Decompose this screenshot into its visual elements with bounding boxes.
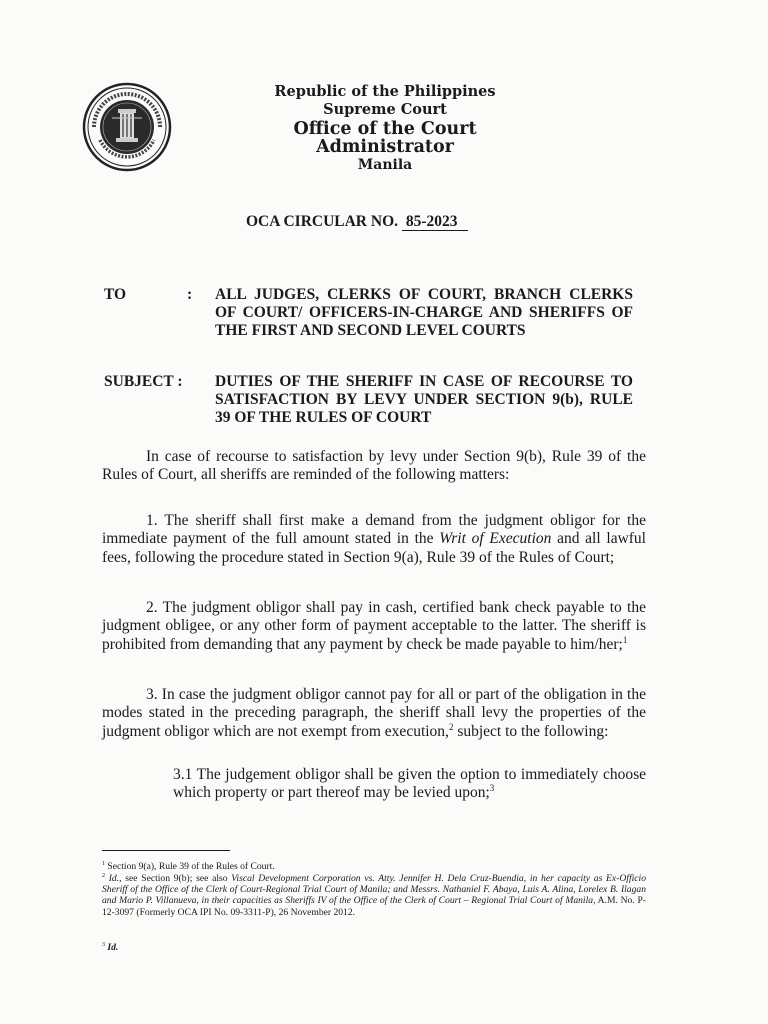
item-2-paragraph — [102, 599, 646, 654]
to-label: TO — [104, 286, 127, 303]
subject-text: DUTIES OF THE SHERIFF IN CASE OF RECOURSE TO SATISFACTION BY LEVY UNDER SECTION 9(b), RULE 39 OF THE RULES OF COURT — [215, 373, 633, 426]
circular-heading — [246, 213, 468, 231]
item-1-text-a: 1. The sheriff shall first make a demand from the judgment obligor for the immediate payment of the full amount stated in the — [102, 512, 646, 548]
intro-text: In case of recourse to satisfaction by levy under Section 9(b), Rule 39 of the Rules of Court, all sheriffs are reminded of the following matters: — [102, 448, 646, 484]
item-1-writ: Writ of Execution — [439, 530, 552, 548]
court-seal-logo — [82, 82, 172, 172]
item-1-text-b: and all lawful fees, following the procedure stated in Section 9(a), Rule 39 of the Rules of Court; — [102, 530, 646, 566]
to-recipients: ALL JUDGES, CLERKS OF COURT, BRANCH CLERKS OF COURT/ OFFICERS-IN-CHARGE AND SHERIFFS OF THE FIRST AND SECOND LEVEL COURTS — [215, 286, 633, 339]
footnote-1-text: Section 9(a), Rule 39 of the Rules of Court. — [105, 861, 275, 872]
item-3-tail: subject to the following: — [453, 722, 609, 740]
subject-label: SUBJECT : — [104, 373, 183, 390]
footnote-divider — [102, 850, 230, 851]
footnote-ref-3: 3 — [489, 783, 495, 794]
footnote-ref-2: 2 — [448, 721, 454, 732]
circular-number: 85-2023 — [402, 213, 468, 231]
footnote-3 — [102, 942, 646, 953]
footnote-2-case-title: Viscal Development Corporation vs. Atty. Jennifer H. Dela Cruz-Buendia, in her capacity as Ex-Officio Sheriff of the Office of the Clerk of Court-Regional Trial Court of Manila; and Messrs. Nathaniel F. Abaya, Luis A. Alina, Lorelex B. Ilagan and Mario P. Villanueva, in their capacities as Sheriffs IV of the Office of the Clerk of Court – Regional Trial Court of Manila — [102, 873, 646, 907]
circular-label: OCA CIRCULAR NO. — [246, 213, 398, 230]
footnote-1-number: 1 — [102, 860, 105, 867]
item-3-1-text: 3.1 The judgement obligor shall be given the option to immediately choose which property or part thereof may be levied upon; — [173, 766, 646, 802]
footnote-2 — [102, 873, 646, 918]
footnote-2-text-b: , A.M. No. P-12-3097 (Formerly OCA IPI No. 09-3311-P), 26 November 2012. — [102, 895, 647, 918]
letterhead — [232, 83, 538, 174]
item-3-1-paragraph — [173, 766, 646, 803]
letterhead-republic: Republic of the Philippines — [274, 83, 496, 100]
footnote-2-text-a: , see Section 9(b); see also — [119, 873, 232, 884]
footnote-3-text: Id. — [105, 942, 119, 953]
item-1-paragraph — [102, 512, 646, 567]
item-3-paragraph — [102, 686, 646, 741]
intro-paragraph — [102, 448, 646, 485]
footnote-2-number: 2 — [102, 872, 105, 879]
footnote-1 — [102, 861, 646, 872]
letterhead-office: Office of the Court Administrator — [293, 119, 477, 157]
footnote-ref-1: 1 — [622, 634, 628, 645]
item-3-text: 3. In case the judgment obligor cannot pay for all or part of the obligation in the modes stated in the preceding paragraph, the sheriff shall levy the properties of the judgment obligor which are not exempt from execution, — [102, 686, 646, 740]
footnote-2-id: Id. — [105, 873, 120, 884]
item-2-text: 2. The judgment obligor shall pay in cash, certified bank check payable to the judgment obligee, or any other form of payment acceptable to the latter. The sheriff is prohibited from demanding that any payment by check be made payable to him/her; — [102, 599, 646, 653]
letterhead-supreme-court: Supreme Court — [323, 101, 447, 118]
letterhead-city: Manila — [357, 157, 413, 173]
footnote-3-number: 3 — [102, 941, 105, 948]
to-colon: : — [187, 286, 193, 303]
